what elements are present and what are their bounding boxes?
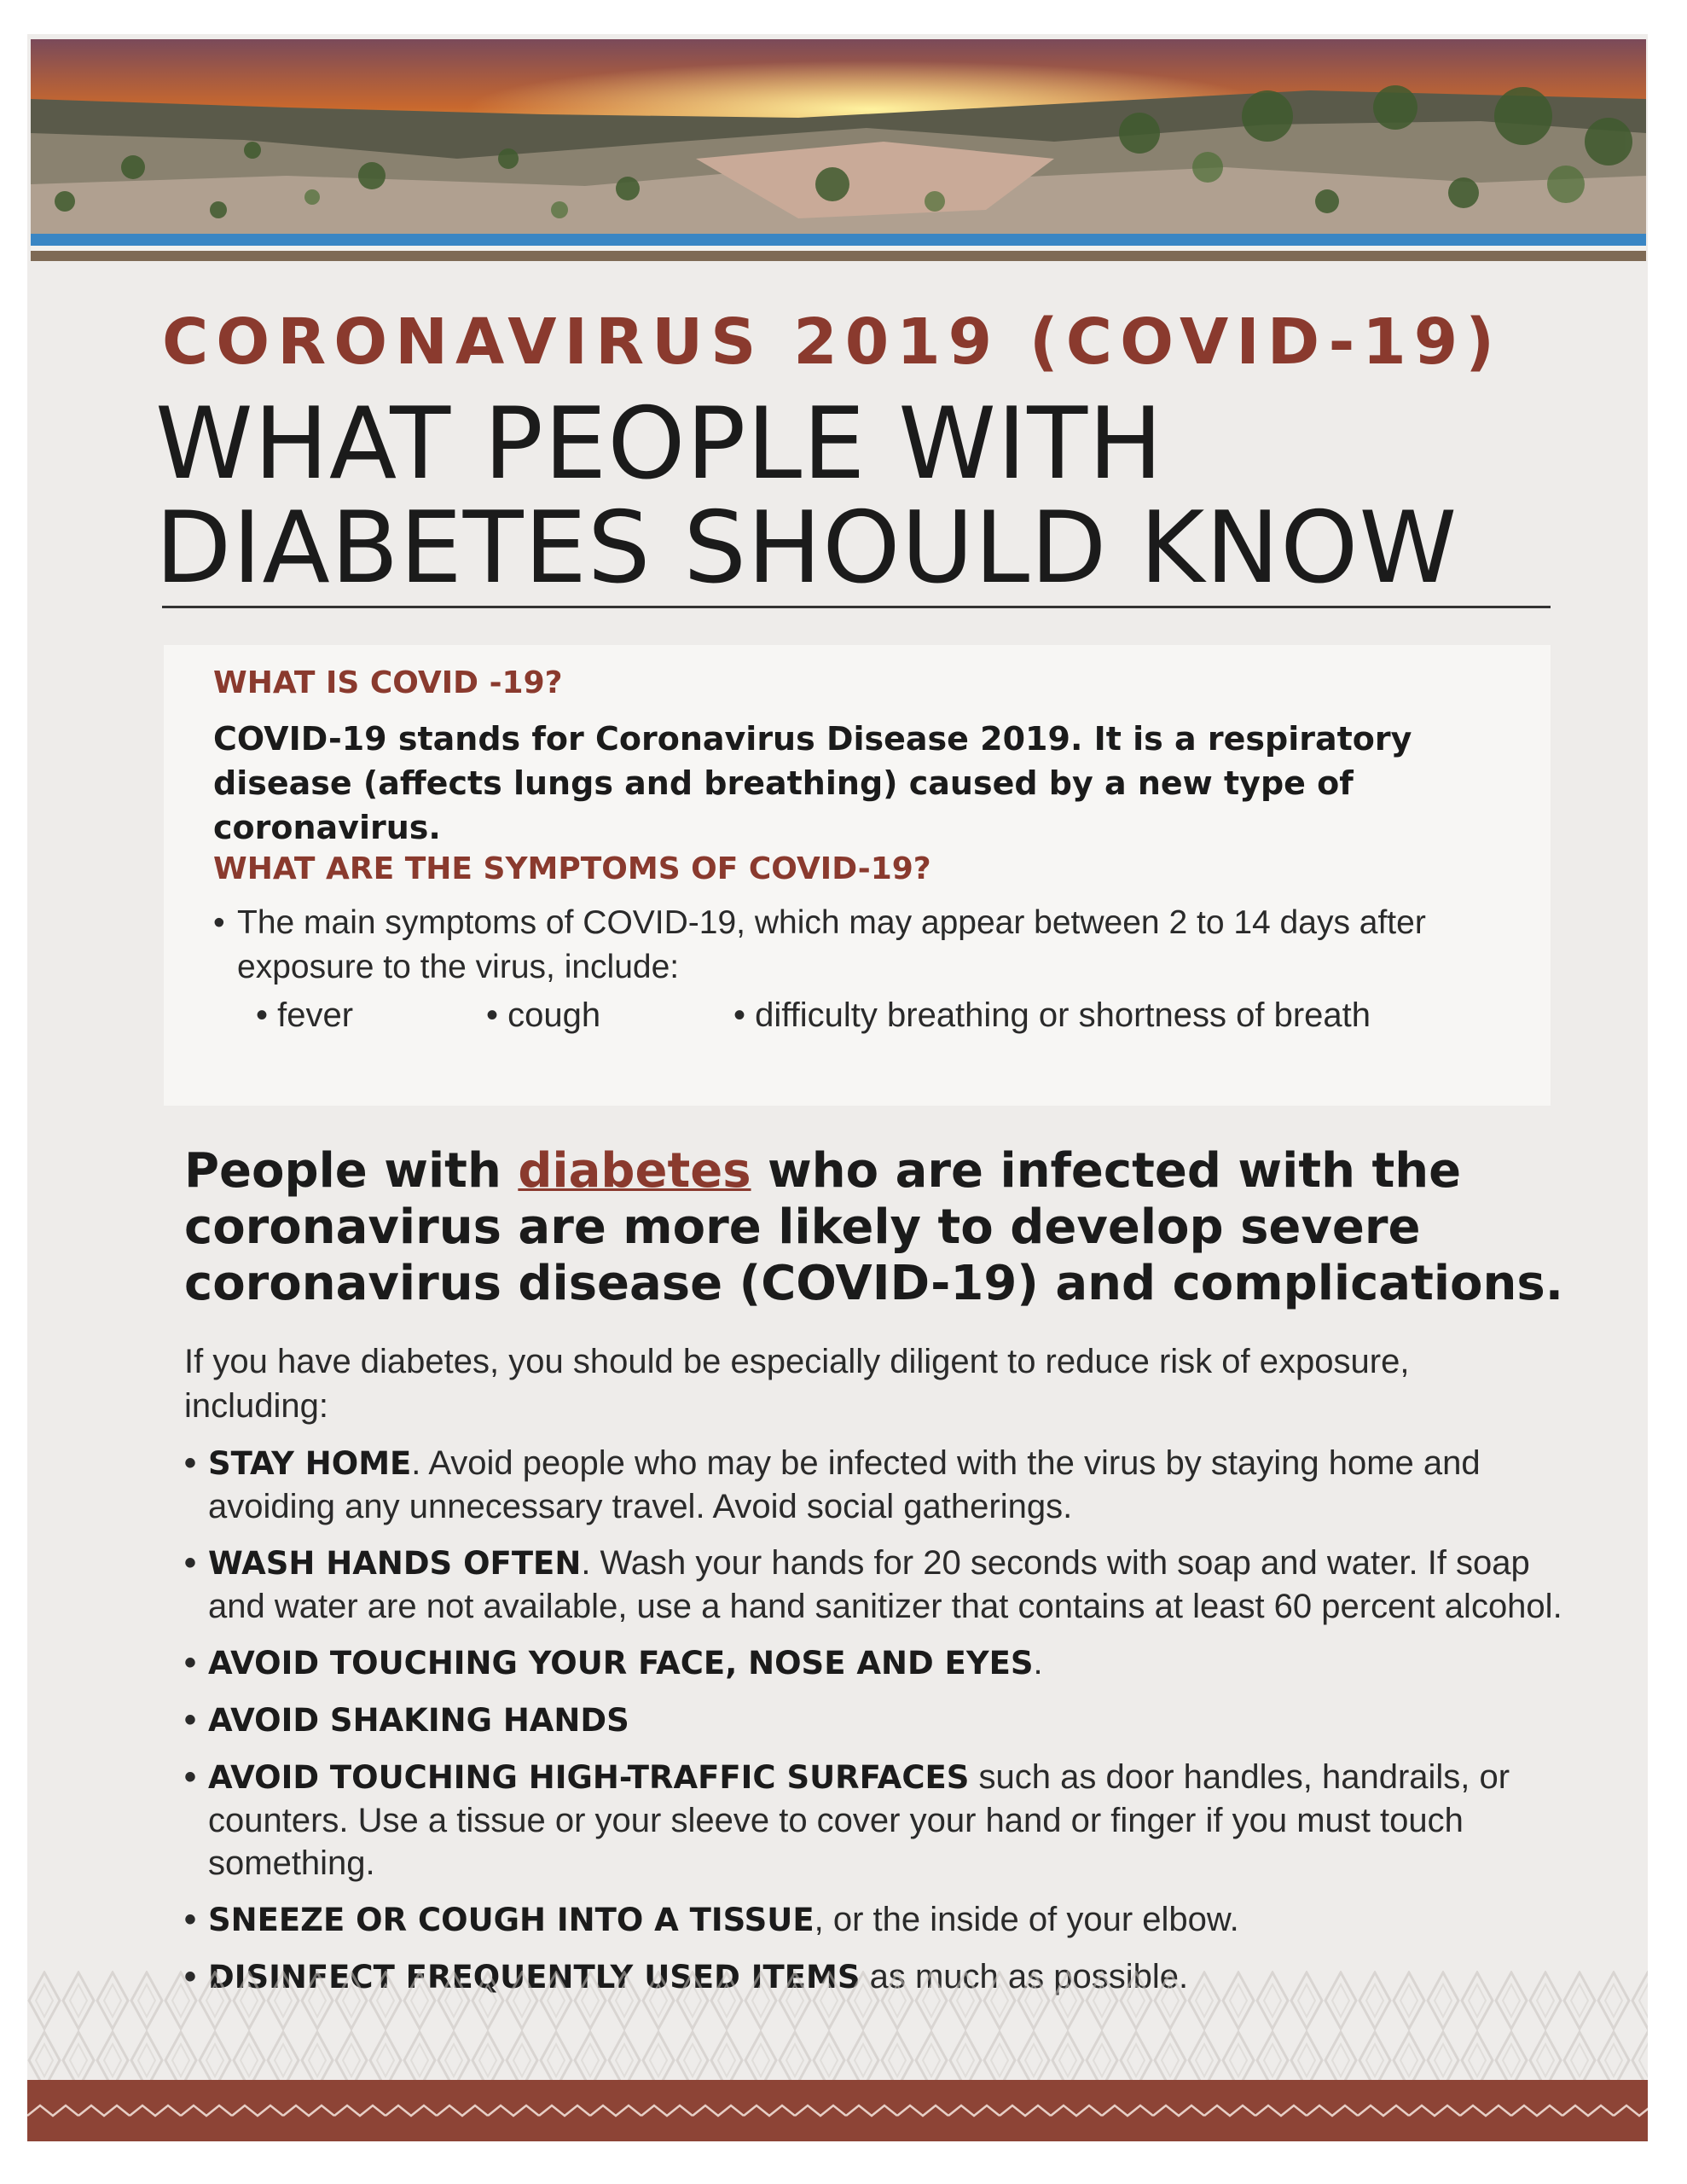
woven-pattern-texture (27, 1971, 1648, 2090)
page-title (155, 386, 1605, 606)
advice-item-bold: SNEEZE OR COUGH INTO A TISSUE (208, 1902, 815, 1938)
bullet-dot: • (213, 904, 225, 941)
page-title-line-2: DIABETES SHOULD KNOW (155, 491, 1458, 606)
bullet-dot: • (184, 1758, 197, 1796)
desert-landscape-banner (31, 39, 1646, 234)
blue-divider-stripe (31, 234, 1646, 246)
symptom-item: • fever (256, 996, 354, 1034)
advice-item-bold: WASH HANDS OFTEN (208, 1545, 582, 1582)
bullet-dot: • (184, 1444, 197, 1482)
bullet-dot: • (184, 1901, 197, 1938)
faq-question-symptoms: WHAT ARE THE SYMPTOMS OF COVID-19? (213, 851, 931, 886)
symptom-item: • difficulty breathing or shortness of breath (733, 996, 1371, 1034)
advice-item-text: such as door handles, handrails, or counters. Use a tissue or your sleeve to cover your hand or finger if you must touch something. (208, 1758, 1510, 1882)
advice-item (184, 1442, 1583, 1528)
advice-item (184, 1542, 1583, 1628)
symptoms-intro (213, 901, 1544, 990)
advice-item (184, 1898, 1583, 1942)
symptoms-list (256, 996, 1535, 1048)
advice-item-text: . (1033, 1644, 1043, 1682)
page-kicker: CORONAVIRUS 2019 (COVID-19) (162, 305, 1503, 379)
diabetes-link[interactable]: diabetes (518, 1143, 751, 1199)
advice-item-text: . Wash your hands for 20 seconds with soap and water. If soap and water are not available, use a hand sanitizer that contains at least 60 percent alcohol. (208, 1544, 1562, 1625)
bullet-dot: • (184, 1544, 197, 1582)
advice-item-text: , or the inside of your elbow. (814, 1901, 1239, 1938)
flyer-page (27, 34, 1648, 2141)
symptoms-intro-text: The main symptoms of COVID-19, which may appear between 2 to 14 days after exposure to the virus, include: (237, 904, 1426, 985)
footer-zigzag-band (27, 2080, 1648, 2141)
callout-text-before: People with (184, 1143, 519, 1199)
advice-list (184, 1442, 1583, 2013)
bullet-dot: • (184, 1701, 197, 1739)
advice-item (184, 1641, 1583, 1685)
brown-divider-stripe (31, 251, 1646, 261)
title-rule (162, 606, 1551, 608)
advice-item-text: . Avoid people who may be infected with the virus by staying home and avoiding any unnecessary travel. Avoid social gatherings. (208, 1444, 1481, 1525)
symptom-item: • cough (486, 996, 601, 1034)
faq-question-what-is: WHAT IS COVID -19? (213, 665, 563, 700)
advice-item-bold: AVOID TOUCHING YOUR FACE, NOSE AND EYES (208, 1645, 1034, 1682)
page-title-line-1: WHAT PEOPLE WITH (155, 386, 1164, 502)
faq-answer-what-is: COVID-19 stands for Coronavirus Disease 2019. It is a respiratory disease (affects lungs and breathing) caused by a new type of coronavirus. (213, 720, 1412, 846)
advice-item (184, 1756, 1583, 1885)
advice-item (184, 1699, 1583, 1742)
callout-text-after: who are infected with the coronavirus are more likely to develop severe coronavirus disease (COVID-19) and complications. (184, 1143, 1563, 1311)
advice-item-bold: AVOID TOUCHING HIGH-TRAFFIC SURFACES (208, 1759, 970, 1796)
diabetes-risk-callout (184, 1143, 1617, 1312)
advice-item-bold: AVOID SHAKING HANDS (208, 1702, 629, 1739)
advice-intro: If you have diabetes, you should be especially diligent to reduce risk of exposure, including: (184, 1343, 1410, 1425)
advice-item-bold: STAY HOME (208, 1445, 412, 1482)
bullet-dot: • (184, 1644, 197, 1682)
